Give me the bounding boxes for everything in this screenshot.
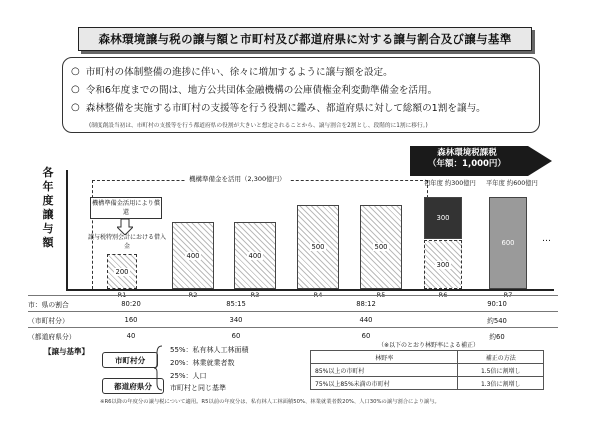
- table-header-row: [311, 351, 544, 364]
- y-axis-line: [66, 170, 68, 290]
- brace-icon: [154, 345, 164, 391]
- table-cell: [176, 328, 296, 344]
- table-cell: [296, 312, 436, 328]
- cell-value: 340: [229, 315, 243, 324]
- table-cell: [176, 312, 296, 328]
- x-tick-r5: R5: [376, 291, 386, 299]
- x-tick-r1: R1: [117, 291, 127, 299]
- table-cell: 75%以上85%未満の市町村: [311, 377, 458, 390]
- bullet-icon: ○: [71, 65, 80, 77]
- bar-r4: [297, 205, 339, 289]
- table-cell: 90:10: [436, 296, 558, 312]
- summary-box: [62, 57, 540, 133]
- bullet-icon: ○: [71, 83, 80, 95]
- bar-r6-fund: [424, 240, 462, 289]
- fund-label: 機構準備金を活用（2,300億円）: [185, 174, 290, 183]
- bond-repay-label: 機構準備金活用により償還: [90, 197, 162, 219]
- summary-note: (制度創設当初は、市町村の支援等を行う都道府県の役割が大きいと想定されることから、譲与割合を2割とし、段階的に1割に移行。): [89, 123, 428, 129]
- bar-value: 600: [501, 239, 515, 247]
- footnote: ※R6以降の年度分の譲与税について適用。R5以前の年度分は、私有林人工林面積50%、林業就業者数20%、人口30%の譲与割合により譲与。: [100, 399, 440, 405]
- x-tick-r2: R2: [188, 291, 198, 299]
- cell-value: 約540: [487, 316, 507, 325]
- criteria-note: （※以下のとおり林野率による補正）: [378, 342, 480, 349]
- criteria-line-population: 25%：人口: [170, 372, 207, 380]
- summary-point-text: 令和6年度までの間は、地方公共団体金融機構の公庫債権金利変動準備金を活用。: [85, 85, 438, 96]
- criteria-line-workers: 20%：林業就業者数: [170, 359, 235, 367]
- summary-point-2: [71, 82, 437, 96]
- cell-value: 60: [361, 331, 371, 340]
- bar-value: 300: [436, 214, 450, 222]
- bar-value: 400: [248, 251, 262, 260]
- table-cell: 88:12: [296, 296, 436, 312]
- municipal-badge: 市町村分: [102, 352, 158, 368]
- cell-value: 440: [359, 315, 373, 324]
- bar-value: 500: [374, 243, 388, 251]
- x-tick-r4: R4: [313, 291, 323, 299]
- table-row: [311, 377, 544, 390]
- table-row: [311, 364, 544, 377]
- criteria-line-prefecture: 市町村と同じ基準: [170, 384, 226, 392]
- bar-value: 300: [436, 260, 450, 269]
- bar-r2: [172, 222, 214, 289]
- summary-point-text: 森林整備を実施する市町村の支援等を行う役割に鑑み、都道府県に対して総額の1割を譲与。: [85, 103, 486, 114]
- table-cell: 40: [86, 328, 176, 344]
- summary-point-1: [71, 64, 393, 78]
- criteria-title: 【譲与基準】: [44, 347, 89, 356]
- prefecture-badge: 都道府県分: [102, 378, 164, 394]
- criteria-line-area: 55%：私有林人工林面積: [170, 346, 249, 354]
- row-head: （都道府県分）: [28, 328, 86, 344]
- table-header: 林野率: [311, 351, 458, 364]
- continuation-ellipsis: …: [542, 234, 551, 244]
- x-tick-r7: R7: [503, 291, 513, 299]
- y-axis-label: 各年度譲与額: [42, 166, 54, 249]
- bar-r5: [360, 205, 402, 289]
- cell-value: 約60: [489, 332, 505, 341]
- bar-r6-tax: [424, 197, 462, 239]
- bullet-icon: ○: [71, 101, 80, 113]
- tax-amount: （年額：1,000円）: [428, 159, 506, 169]
- tax-label: [412, 148, 522, 170]
- tax-name: 森林環境税課税: [437, 148, 497, 158]
- table-cell: 80:20: [86, 296, 176, 312]
- table-cell: [436, 312, 558, 328]
- correction-table: [310, 350, 544, 390]
- bar-r3: [234, 222, 276, 289]
- table-row: [28, 312, 558, 328]
- bar-value: 500: [311, 243, 325, 251]
- bar-r6-label: 初年度 約300億円: [424, 180, 476, 187]
- table-row: [28, 296, 558, 312]
- table-cell: 85:15: [176, 296, 296, 312]
- table-cell: 160: [86, 312, 176, 328]
- table-cell: 85%以上の市町村: [311, 364, 458, 377]
- bar-r7-label: 平年度 約600億円: [486, 180, 538, 187]
- bar-r7: [489, 197, 527, 289]
- bar-value: 400: [186, 251, 200, 260]
- bar-r1: [107, 254, 137, 289]
- ratio-table: [28, 295, 558, 344]
- cell-value: 60: [231, 331, 241, 340]
- table-cell: 1.5倍に割増し: [458, 364, 544, 377]
- x-tick-r3: R3: [250, 291, 260, 299]
- table-cell: 1.3倍に割増し: [458, 377, 544, 390]
- summary-point-text: 市町村の体制整備の進捗に伴い、徐々に増加するように譲与額を設定。: [85, 67, 393, 78]
- table-header: 補正の方法: [458, 351, 544, 364]
- page-title: 森林環境譲与税の譲与額と市町村及び都道府県に対する譲与割合及び譲与基準: [78, 27, 532, 51]
- x-tick-r6: R6: [438, 291, 448, 299]
- row-head: （市町村分）: [28, 312, 86, 328]
- row-head: 市：県の割合: [28, 296, 86, 312]
- summary-point-3: [71, 100, 486, 114]
- fund-sub-label: 譲与税特別会計における借入金: [88, 234, 167, 250]
- bar-value: 200: [115, 267, 129, 276]
